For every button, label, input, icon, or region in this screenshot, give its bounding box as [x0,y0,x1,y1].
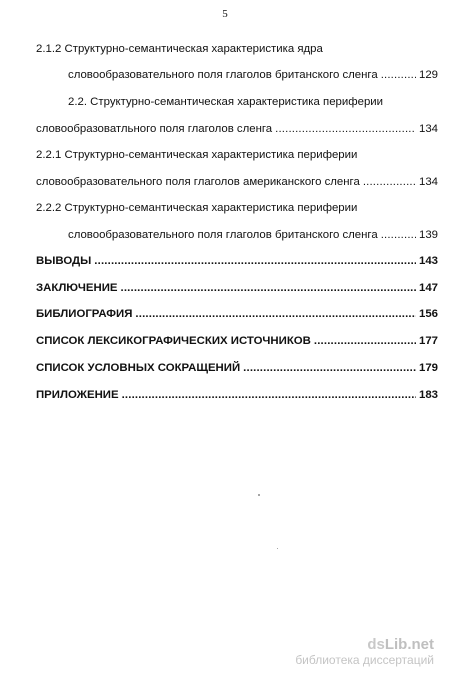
toc-entry-2-2-1[interactable] [36,174,438,190]
watermark-logo: dsLib.net [367,636,434,653]
dot-leader [94,253,416,269]
dot-leader [381,67,416,83]
toc-entry-2-2-2-line1: 2.2.2 Структурно-семантическая характеристика периферии [36,202,358,214]
dot-leader [121,280,416,296]
toc-entry-label: словообразоватльного поля глаголов сленга [36,123,273,135]
toc-entry-2-2[interactable] [36,121,438,137]
toc-page-number: 134 [418,176,438,188]
toc-entry-2-2-2[interactable] [68,227,438,243]
toc-entry-label: БИБЛИОГРАФИЯ [36,308,133,320]
page-number: 5 [222,8,228,20]
watermark [295,637,434,668]
dot-leader [363,174,416,190]
dot-leader [381,227,416,243]
toc-page-number: 147 [418,282,438,294]
toc-page-number: 183 [418,389,438,401]
toc-entry-2-2-1-line1: 2.2.1 Структурно-семантическая характеристика периферии [36,149,358,161]
dot-leader [122,387,416,403]
toc-entry-2-1-2[interactable] [68,67,438,83]
toc-entry-2-2-line1: 2.2. Структурно-семантическая характеристика периферии [68,96,384,108]
toc-entry-label: словообразовательного поля глаголов американского сленга [36,176,360,188]
dot-leader [314,333,416,349]
toc-entry-label: ВЫВОДЫ [36,255,92,267]
toc-page-number: 139 [418,229,438,241]
toc-page-number: 156 [418,308,438,320]
toc-entry-zaklyuchenie[interactable] [36,280,438,296]
dot-leader [243,360,416,376]
toc-entry-label: ПРИЛОЖЕНИЕ [36,389,119,401]
toc-entry-prilozhenie[interactable] [36,387,438,403]
toc-entry-label: СПИСОК ЛЕКСИКОГРАФИЧЕСКИХ ИСТОЧНИКОВ [36,335,311,347]
dot-leader [135,306,416,322]
toc-page-number: 143 [418,255,438,267]
toc-entry-vyvody[interactable] [36,253,438,269]
toc-entry-label: словообразовательного поля глаголов британского сленга [68,229,378,241]
toc-entry-2-1-2-line1: 2.1.2 Структурно-семантическая характеристика ядра [36,43,323,55]
toc-entry-label: словообразовательного поля глаголов британского сленга [68,69,378,81]
toc-entry-leksikograficheskie-istochniki[interactable] [36,333,438,349]
scan-speck [277,548,278,549]
toc-entry-label: СПИСОК УСЛОВНЫХ СОКРАЩЕНИЙ [36,362,241,374]
watermark-subtitle: библиотека диссертаций [295,653,434,667]
toc-entry-label: ЗАКЛЮЧЕНИЕ [36,282,118,294]
scan-speck [258,494,260,496]
toc-entry-uslovnye-sokrashcheniya[interactable] [36,360,438,376]
toc-page-number: 177 [418,335,438,347]
toc-page-number: 129 [418,69,438,81]
toc-page-number: 179 [418,362,438,374]
toc-entry-bibliografiya[interactable] [36,306,438,322]
dot-leader [275,121,416,137]
toc-page-number: 134 [418,123,438,135]
